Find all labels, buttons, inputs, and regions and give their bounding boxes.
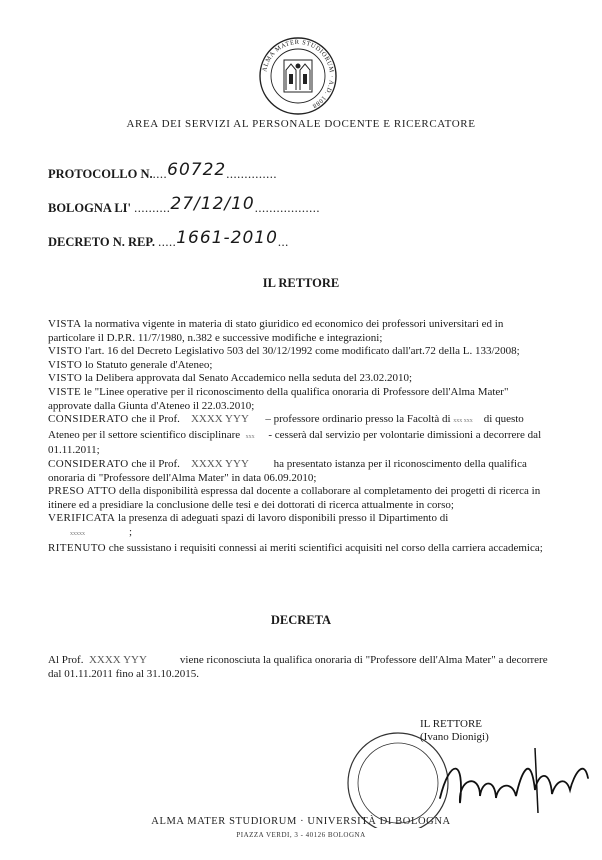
date-value: 27/12/10 [170, 194, 255, 214]
clause: VISTO lo Statuto generale d'Ateneo; [48, 358, 213, 371]
clause: VISTE le "Linee operative per il riconoscimento della qualifica onoraria di Professore dell'Alma Mater" approvate dalla Giunta d'Ateneo il 22.03.2010; [48, 385, 509, 412]
signatory [420, 718, 489, 744]
protocol-number: PROTOCOLLO N.....60722.............. [48, 160, 277, 181]
redacted-faculty: xxx xxx [453, 418, 473, 425]
redacted-name: XXXX YYY [190, 457, 249, 470]
svg-text:ALMA MATER STUDIORUM · A.D. 10 [261, 39, 335, 109]
office-heading: AREA DEI SERVIZI AL PERSONALE DOCENTE E RICERCATORE [126, 118, 476, 130]
clause: VISTO l'art. 16 del Decreto Legislativo 503 del 30/12/1992 come modificato dall'art.72 della L. 133/2008; [48, 345, 520, 358]
footer-university: ALMA MATER STUDIORUM · UNIVERSITÀ DI BOLOGNA [151, 816, 451, 827]
signatory-name: (Ivano Dionigi) [420, 731, 489, 743]
decreta-title: DECRETA [270, 613, 332, 627]
clause: CONSIDERATO che il Prof. XXXX YYY – professore ordinario presso la Facoltà di xxx xxx di questo Ateneo per il settore scientifico disciplinare xxx - cesserà dal servizio per volontarie dimissioni a decorrere dal 01.11.2011; [48, 413, 542, 457]
decree-number: DECRETO N. REP. .....1661-2010... [48, 228, 289, 249]
clause: VERIFICATA la presenza di adeguati spazi di lavoro disponibili presso il Dipartimento di xxxxx ; [48, 512, 548, 541]
seal-legend: ALMA MATER STUDIORUM · A.D. 1088 [261, 38, 336, 110]
redacted-sector: xxx [245, 433, 255, 440]
clause: RITENUTO che sussistano i requisiti connessi ai meriti scientifici acquisiti nel corso della carriera accademica; [48, 541, 543, 554]
clause: PRESO ATTO della disponibilità espressa dal docente a collaborare al completamento dei progetti di ricerca in itinere ed a presidiare la conclusione delle tesi e dei dottorati di ricerca attualmente in corso; [48, 485, 541, 511]
clause: VISTA la normativa vigente in materia di stato giuridico ed economico dei professori universitari ed in particolare il D.P.R. 11/7/1980, n.382 e successive modifiche e integrazioni; [48, 318, 504, 344]
clause: VISTO la Delibera approvata dal Senato Accademico nella seduta del 23.02.2010; [48, 372, 413, 385]
protocol-date: BOLOGNA LI' ..........27/12/10.................. [48, 194, 320, 215]
rector-title: IL RETTORE [262, 276, 340, 290]
clause: CONSIDERATO che il Prof. XXXX YYY ha presentato istanza per il riconoscimento della qualifica onoraria di "Professore dell'Alma Mater" in data 06.09.2010; [48, 457, 527, 484]
protocol-value: 60722 [167, 160, 227, 180]
university-seal [258, 36, 338, 116]
redacted-department: xxxxx [70, 530, 85, 537]
footer-address: PIAZZA VERDI, 3 - 40126 BOLOGNA [236, 831, 366, 839]
decree-value: 1661-2010 [176, 228, 278, 248]
redacted-name: XXXX YYY [88, 654, 147, 666]
considerations [48, 318, 548, 555]
redacted-name: XXXX YYY [190, 413, 249, 426]
decree-text: Al Prof. XXXX YYY viene riconosciuta la qualifica onoraria di "Professore dell'Alma Mater" a decorrere dal 01.11.2011 fino al 31.10.2015. [48, 654, 548, 680]
date-label: BOLOGNA LI' [48, 201, 132, 215]
decree-label: DECRETO N. REP. [48, 235, 155, 249]
protocol-label: PROTOCOLLO N. [48, 167, 153, 181]
signatory-role: IL RETTORE [420, 718, 483, 730]
